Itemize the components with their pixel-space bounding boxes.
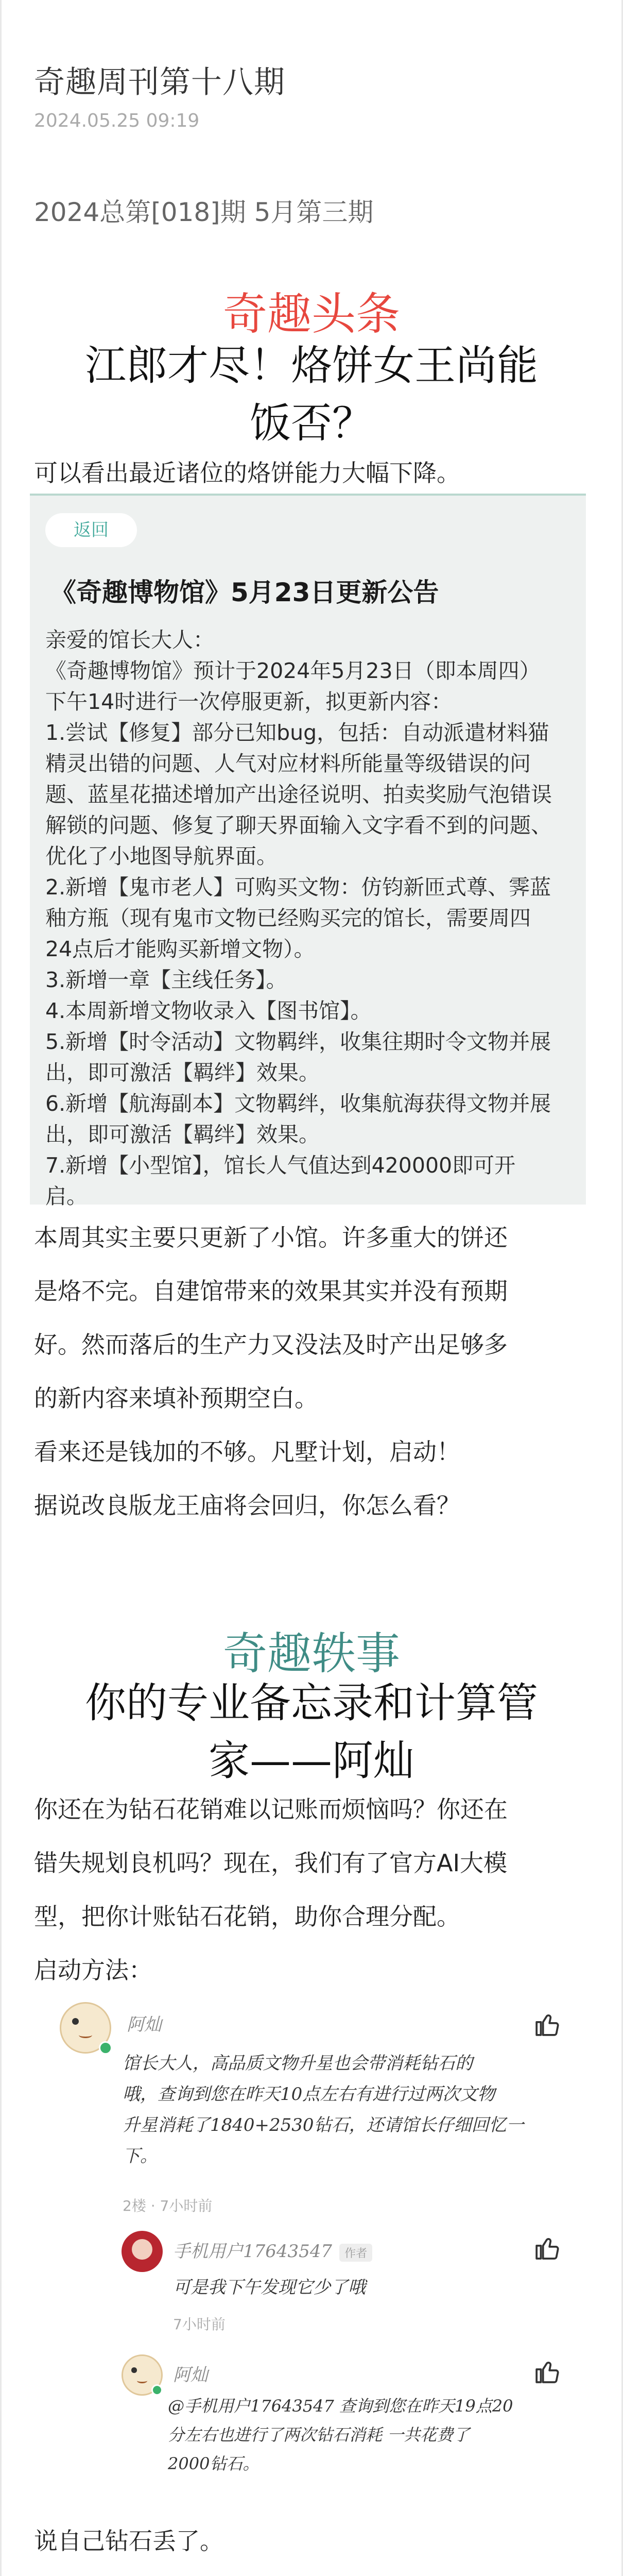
comment-text xyxy=(168,2392,569,2478)
notice-line: 出，即可激活【羁绊】效果。 xyxy=(45,1122,320,1147)
section2-body xyxy=(34,1783,590,1997)
headline-line: 你的专业备忘录和计算管 xyxy=(85,1679,538,1727)
body-line: 的新内容来填补预期空白。 xyxy=(34,1384,318,1412)
left-border xyxy=(0,0,2,2576)
author-tag: 作者 xyxy=(339,2244,372,2262)
comment-line: 分左右也进行了两次钻石消耗 一共花费了 xyxy=(168,2425,470,2445)
notice-line: 4.本周新增文物收录入【图书馆】。 xyxy=(45,998,372,1023)
author-name: 手机用户17643547 xyxy=(173,2241,333,2262)
comment-line: 升星消耗了1840+2530钻石，还请馆长仔细回忆一 xyxy=(123,2115,524,2136)
article-title: 奇趣周刊第十八期 xyxy=(34,64,285,100)
thumbs-up-icon[interactable] xyxy=(534,2011,560,2037)
back-button[interactable]: 返回 xyxy=(45,513,137,547)
verified-badge-icon xyxy=(151,2384,163,2396)
notice-line: 下午14时进行一次停服更新，拟更新内容： xyxy=(45,689,453,714)
body-line: 据说改良版龙王庙将会回归，你怎么看？ xyxy=(34,1492,460,1519)
publish-date: 2024.05.25 09:19 xyxy=(34,110,200,131)
notice-line: 1.尝试【修复】部分已知bug，包括：自动派遣材料猫 xyxy=(45,720,549,745)
comment-thread-screenshot xyxy=(56,1999,570,2494)
notice-line: 精灵出错的问题、人气对应材料所能量等级错误的问 xyxy=(45,751,531,776)
notice-line: 3.新增一章【主线任务】。 xyxy=(45,968,287,992)
notice-line: 优化了小地图导航界面。 xyxy=(45,844,278,869)
comment-author[interactable]: 阿灿 xyxy=(173,2365,208,2385)
headline-line: 江郎才尽！烙饼女王尚能 xyxy=(85,342,538,389)
section1-body xyxy=(34,1211,590,1532)
headline-line: 家——阿灿 xyxy=(209,1737,414,1785)
notice-body xyxy=(45,624,570,1212)
notice-line: 2.新增【鬼市老人】可购买文物：仿钧新匝式尊、霁蓝 xyxy=(45,875,551,900)
notice-line: 题、蓝星花描述增加产出途径说明、拍卖奖励气泡错误 xyxy=(45,782,552,807)
body-line: 启动方法： xyxy=(34,1956,152,1984)
notice-line: 24点后才能购买新增文物）。 xyxy=(45,937,315,961)
avatar[interactable] xyxy=(122,2231,163,2272)
comment-meta: 2楼 · 7小时前 xyxy=(123,2197,213,2214)
comment-author[interactable]: 阿灿 xyxy=(127,2014,162,2035)
headline-line: 饭否？ xyxy=(250,399,373,447)
comment-author[interactable] xyxy=(173,2237,372,2262)
lead-paragraph: 可以看出最近诸位的烙饼能力大幅下降。 xyxy=(34,459,460,487)
notice-line: 启。 xyxy=(45,1184,88,1209)
section-headline-2 xyxy=(36,1674,587,1790)
section-headline-1 xyxy=(36,337,587,452)
issue-number: 2024总第[018]期 5月第三期 xyxy=(34,197,374,227)
comment-meta: 7小时前 xyxy=(173,2316,226,2333)
notice-line: 出，即可激活【羁绊】效果。 xyxy=(45,1060,320,1085)
body-line: 你还在为钻石花销难以记账而烦恼吗？你还在 xyxy=(34,1795,508,1823)
section-label-headlines: 奇趣头条 xyxy=(223,289,400,340)
comment-text xyxy=(123,2048,565,2172)
body-line: 本周其实主要只更新了小馆。许多重大的饼还 xyxy=(34,1224,508,1251)
notice-line: 亲爱的馆长大人： xyxy=(45,628,214,652)
comment-line: 下。 xyxy=(123,2146,158,2166)
update-notice-screenshot xyxy=(30,494,586,1209)
comment-line: 可是我下午发现它少了哦 xyxy=(173,2277,366,2298)
thumbs-up-icon[interactable] xyxy=(534,2359,560,2384)
thumbs-up-icon[interactable] xyxy=(534,2235,560,2261)
notice-line: 6.新增【航海副本】文物羁绊，收集航海获得文物并展 xyxy=(45,1091,551,1116)
notice-line: 解锁的问题、修复了聊天界面输入文字看不到的问题、 xyxy=(45,813,552,838)
notice-line: 釉方瓶（现有鬼市文物已经购买完的馆长，需要周四 xyxy=(45,906,531,930)
comment-line: 2000钻石。 xyxy=(168,2454,259,2473)
body-line: 好。然而落后的生产力又没法及时产出足够多 xyxy=(34,1331,508,1359)
notice-line: 5.新增【时令活动】文物羁绊，收集往期时令文物并展 xyxy=(45,1029,551,1054)
closing-line: 说自己钻石丢了。 xyxy=(34,2527,223,2555)
comment-line: 哦，查询到您在昨天10点左右有进行过两次文物 xyxy=(123,2084,495,2105)
verified-badge-icon xyxy=(99,2041,112,2055)
notice-line: 《奇趣博物馆》预计于2024年5月23日（即本周四） xyxy=(45,658,541,683)
notice-title: 《奇趣博物馆》5月23日更新公告 xyxy=(50,578,439,607)
comment-line: 馆长大人，高品质文物升星也会带消耗钻石的 xyxy=(123,2053,473,2074)
notice-line: 7.新增【小型馆】，馆长人气值达到420000即可开 xyxy=(45,1153,516,1178)
body-line: 看来还是钱加的不够。凡墅计划，启动！ xyxy=(34,1438,460,1466)
body-line: 型，把你计账钻石花销，助你合理分配。 xyxy=(34,1903,460,1930)
body-line: 是烙不完。自建馆带来的效果其实并没有预期 xyxy=(34,1277,508,1305)
body-line: 错失规划良机吗？现在，我们有了官方AI大模 xyxy=(34,1849,508,1877)
section-label-anecdotes: 奇趣轶事 xyxy=(223,1628,400,1680)
comment-text xyxy=(173,2272,564,2303)
comment-line: @手机用户17643547 查询到您在昨天19点20 xyxy=(168,2396,513,2416)
